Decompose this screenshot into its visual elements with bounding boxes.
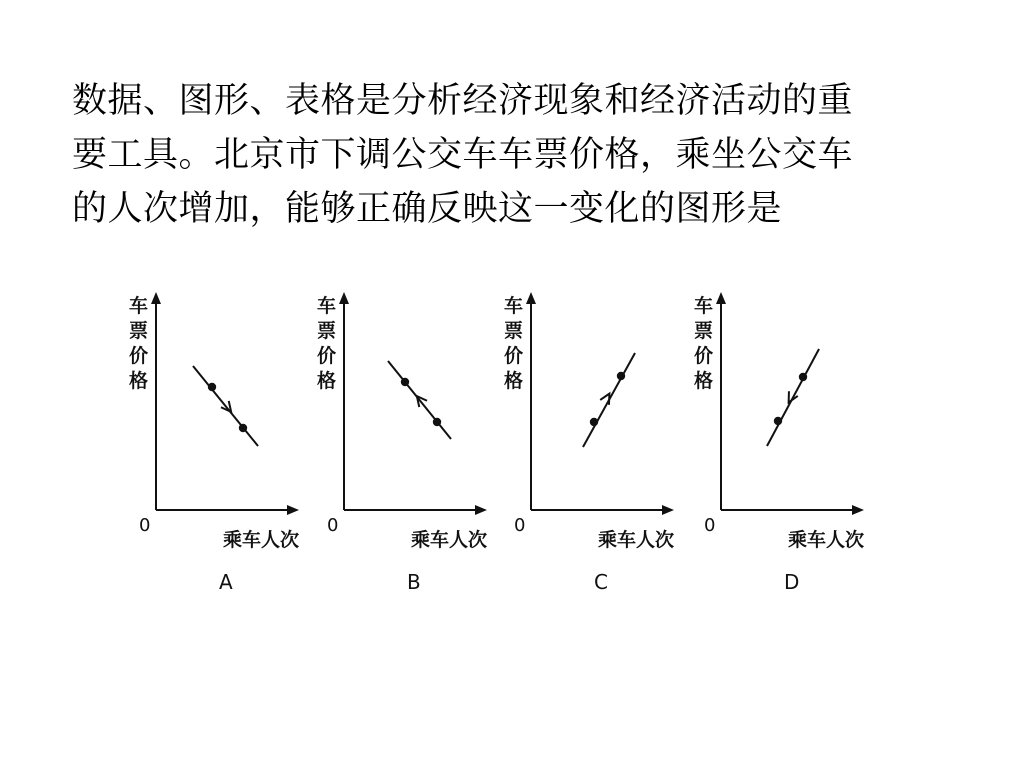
question-line-1: 数据、图形、表格是分析经济现象和经济活动的重 <box>72 81 854 121</box>
y-axis-label-char: 价 <box>504 345 524 367</box>
panel-c <box>504 292 674 594</box>
x-axis-label: 乘车人次 <box>598 529 675 551</box>
price-quantity-line <box>193 366 258 446</box>
y-axis-label-char: 车 <box>694 295 714 317</box>
point-marker <box>433 418 441 426</box>
x-axis-arrow-icon <box>662 505 674 515</box>
point-marker <box>617 372 625 380</box>
y-axis-label-char: 票 <box>504 320 524 342</box>
x-axis-label: 乘车人次 <box>411 529 488 551</box>
origin-label: 0 <box>704 515 716 536</box>
question-line-2: 要工具。北京市下调公交车车票价格，乘坐公交车 <box>72 135 854 175</box>
panel-a <box>129 292 299 594</box>
y-axis-label-char: 格 <box>129 370 149 392</box>
direction-arrow-icon <box>600 394 609 405</box>
x-axis-label: 乘车人次 <box>788 529 865 551</box>
y-axis-label-char: 车 <box>129 295 149 317</box>
panel-d <box>694 292 864 594</box>
y-axis-label-char: 车 <box>317 295 337 317</box>
y-axis-arrow-icon <box>151 292 161 304</box>
price-quantity-line <box>767 349 819 446</box>
y-axis-label-char: 价 <box>129 345 149 367</box>
y-axis-arrow-icon <box>339 292 349 304</box>
y-axis-label-char: 价 <box>694 345 714 367</box>
panel-letter: A <box>219 570 233 594</box>
y-axis-label-char: 车 <box>504 295 524 317</box>
origin-label: 0 <box>514 515 526 536</box>
point-marker <box>239 424 247 432</box>
panel-letter: B <box>407 570 421 594</box>
point-marker <box>799 373 807 381</box>
origin-label: 0 <box>139 515 151 536</box>
y-axis-arrow-icon <box>716 292 726 304</box>
origin-label: 0 <box>327 515 339 536</box>
question-line-3: 的人次增加，能够正确反映这一变化的图形是 <box>72 189 783 229</box>
y-axis-label-char: 格 <box>504 370 524 392</box>
panel-b <box>317 292 487 594</box>
x-axis-arrow-icon <box>287 505 299 515</box>
x-axis-arrow-icon <box>475 505 487 515</box>
x-axis-arrow-icon <box>852 505 864 515</box>
point-marker <box>208 383 216 391</box>
point-marker <box>774 417 782 425</box>
x-axis-label: 乘车人次 <box>223 529 300 551</box>
y-axis-label-char: 票 <box>317 320 337 342</box>
y-axis-label-char: 票 <box>129 320 149 342</box>
price-quantity-line <box>388 361 451 439</box>
point-marker <box>401 378 409 386</box>
y-axis-arrow-icon <box>526 292 536 304</box>
y-axis-label-char: 票 <box>694 320 714 342</box>
y-axis-label-char: 格 <box>317 370 337 392</box>
y-axis-label-char: 价 <box>317 345 337 367</box>
panel-letter: C <box>594 570 608 594</box>
point-marker <box>590 418 598 426</box>
panel-letter: D <box>784 570 800 594</box>
y-axis-label-char: 格 <box>694 370 714 392</box>
